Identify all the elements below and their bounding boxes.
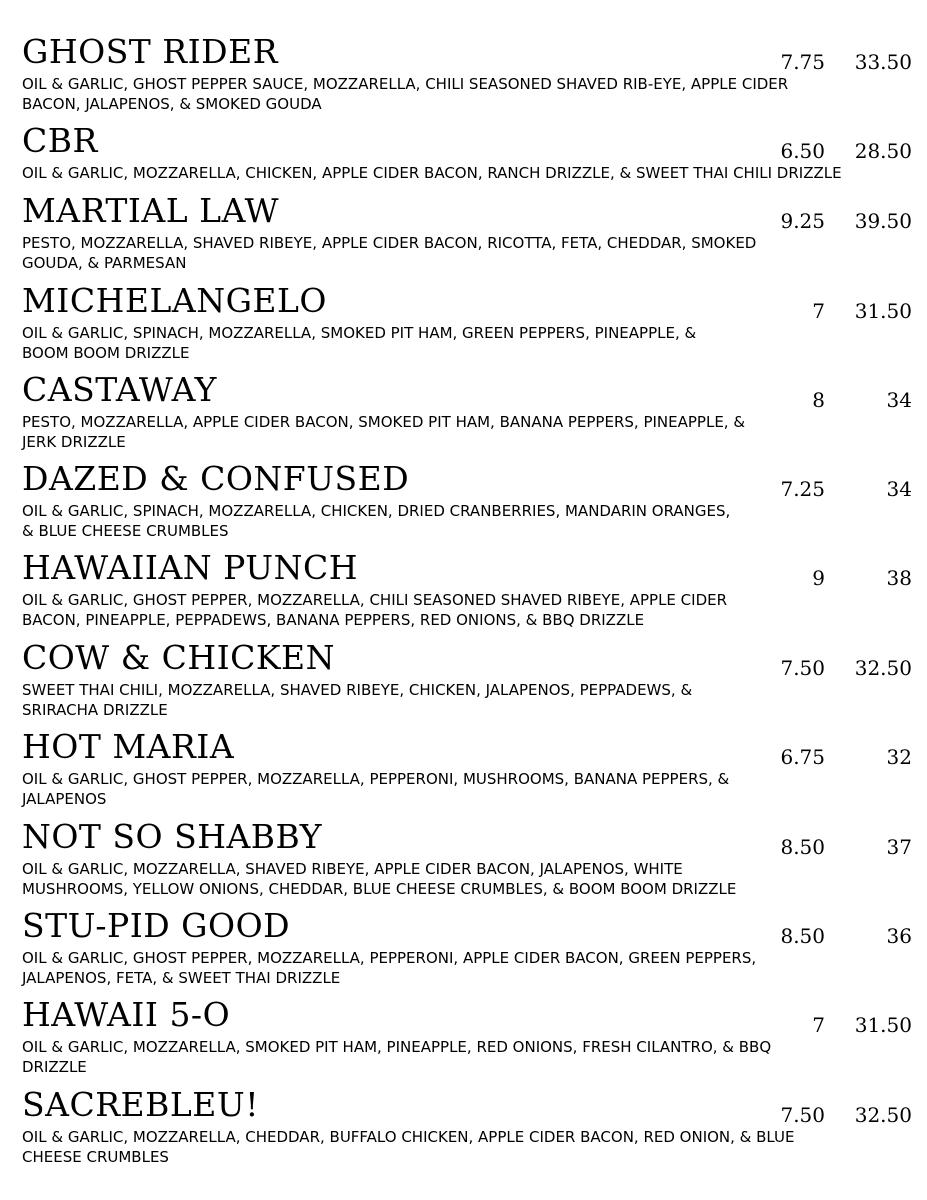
item-name: DAZED & CONFUSED — [22, 459, 410, 498]
description-line: PESTO, MOZZARELLA, SHAVED RIBEYE, APPLE CIDER BACON, RICOTTA, FETA, CHEDDAR, SMOKED — [22, 234, 757, 252]
item-name: GHOST RIDER — [22, 32, 279, 71]
price-large: 38 — [886, 566, 912, 590]
menu-item — [22, 1053, 912, 1166]
price-large: 34 — [886, 388, 912, 412]
description-line: OIL & GARLIC, MOZZARELLA, CHICKEN, APPLE CIDER BACON, RANCH DRIZZLE, & SWEET THAI CHILI DRIZZLE — [22, 164, 842, 182]
price-small: 9.25 — [780, 209, 825, 233]
description-line: & BLUE CHEESE CRUMBLES — [22, 522, 229, 540]
menu-item — [22, 427, 912, 540]
menu-item — [22, 249, 912, 362]
price-small: 7.50 — [780, 656, 825, 680]
item-name: MARTIAL LAW — [22, 191, 279, 230]
menu-item — [22, 695, 912, 808]
description-line: PESTO, MOZZARELLA, APPLE CIDER BACON, SMOKED PIT HAM, BANANA PEPPERS, PINEAPPLE, & — [22, 413, 746, 431]
price-large: 31.50 — [854, 299, 912, 323]
item-name: HAWAII 5-O — [22, 995, 231, 1034]
menu-item — [22, 516, 912, 629]
description-line: OIL & GARLIC, MOZZARELLA, SHAVED RIBEYE, APPLE CIDER BACON, JALAPENOS, WHITE — [22, 860, 683, 878]
menu-item — [22, 338, 912, 451]
description-line: BOOM BOOM DRIZZLE — [22, 344, 190, 362]
item-name: CBR — [22, 121, 98, 160]
item-name: CASTAWAY — [22, 370, 217, 409]
price-large: 39.50 — [854, 209, 912, 233]
menu-item — [22, 0, 912, 113]
description-line: BACON, PINEAPPLE, PEPPADEWS, BANANA PEPPERS, RED ONIONS, & BBQ DRIZZLE — [22, 611, 645, 629]
price-small: 8.50 — [780, 924, 825, 948]
description-line: JALAPENOS, FETA, & SWEET THAI DRIZZLE — [22, 969, 341, 987]
price-large: 36 — [886, 924, 912, 948]
menu-item — [22, 159, 912, 272]
description-line: OIL & GARLIC, GHOST PEPPER, MOZZARELLA, PEPPERONI, APPLE CIDER BACON, GREEN PEPPERS, — [22, 949, 757, 967]
description-line: OIL & GARLIC, SPINACH, MOZZARELLA, CHICKEN, DRIED CRANBERRIES, MANDARIN ORANGES, — [22, 502, 731, 520]
description-line: JALAPENOS — [22, 790, 107, 808]
description-line: GOUDA, & PARMESAN — [22, 254, 187, 272]
item-description — [22, 1127, 912, 1167]
price-small: 6.75 — [780, 745, 825, 769]
menu-item — [22, 606, 912, 719]
description-line: OIL & GARLIC, GHOST PEPPER, MOZZARELLA, CHILI SEASONED SHAVED RIBEYE, APPLE CIDER — [22, 591, 728, 609]
description-line: CHEESE CRUMBLES — [22, 1148, 169, 1166]
price-small: 9 — [812, 566, 825, 590]
item-name: HOT MARIA — [22, 727, 235, 766]
price-large: 34 — [886, 477, 912, 501]
price-large: 32 — [886, 745, 912, 769]
price-large: 31.50 — [854, 1013, 912, 1037]
description-line: MUSHROOMS, YELLOW ONIONS, CHEDDAR, BLUE CHEESE CRUMBLES, & BOOM BOOM DRIZZLE — [22, 880, 737, 898]
item-name: COW & CHICKEN — [22, 638, 336, 677]
description-line: OIL & GARLIC, GHOST PEPPER SAUCE, MOZZARELLA, CHILI SEASONED SHAVED RIB-EYE, APPLE CIDER — [22, 75, 789, 93]
price-large: 28.50 — [854, 139, 912, 163]
price-small: 8.50 — [780, 835, 825, 859]
price-large: 32.50 — [854, 656, 912, 680]
item-name: MICHELANGELO — [22, 281, 327, 320]
item-name: STU-PID GOOD — [22, 906, 291, 945]
description-line: SWEET THAI CHILI, MOZZARELLA, SHAVED RIBEYE, CHICKEN, JALAPENOS, PEPPADEWS, & — [22, 681, 693, 699]
description-line: OIL & GARLIC, SPINACH, MOZZARELLA, SMOKED PIT HAM, GREEN PEPPERS, PINEAPPLE, & — [22, 324, 697, 342]
description-line: BACON, JALAPENOS, & SMOKED GOUDA — [22, 95, 322, 113]
description-line: SRIRACHA DRIZZLE — [22, 701, 168, 719]
description-line: OIL & GARLIC, GHOST PEPPER, MOZZARELLA, PEPPERONI, MUSHROOMS, BANANA PEPPERS, & — [22, 770, 730, 788]
price-large: 32.50 — [854, 1103, 912, 1127]
price-small: 7 — [812, 299, 825, 323]
item-name: HAWAIIAN PUNCH — [22, 548, 358, 587]
price-small: 7.50 — [780, 1103, 825, 1127]
description-line: OIL & GARLIC, MOZZARELLA, SMOKED PIT HAM, PINEAPPLE, RED ONIONS, FRESH CILANTRO, & BBQ — [22, 1038, 772, 1056]
price-small: 8 — [812, 388, 825, 412]
price-small: 6.50 — [780, 139, 825, 163]
menu-item — [22, 963, 912, 1076]
item-name: NOT SO SHABBY — [22, 817, 323, 856]
price-small: 7.75 — [780, 50, 825, 74]
description-line: JERK DRIZZLE — [22, 433, 126, 451]
price-large: 37 — [886, 835, 912, 859]
price-large: 33.50 — [854, 50, 912, 74]
description-line: OIL & GARLIC, MOZZARELLA, CHEDDAR, BUFFALO CHICKEN, APPLE CIDER BACON, RED ONION, & BLUE — [22, 1128, 795, 1146]
item-name: SACREBLEU! — [22, 1085, 259, 1124]
description-line: DRIZZLE — [22, 1058, 87, 1076]
price-small: 7 — [812, 1013, 825, 1037]
menu-item — [22, 785, 912, 898]
menu-item — [22, 874, 912, 987]
price-small: 7.25 — [780, 477, 825, 501]
